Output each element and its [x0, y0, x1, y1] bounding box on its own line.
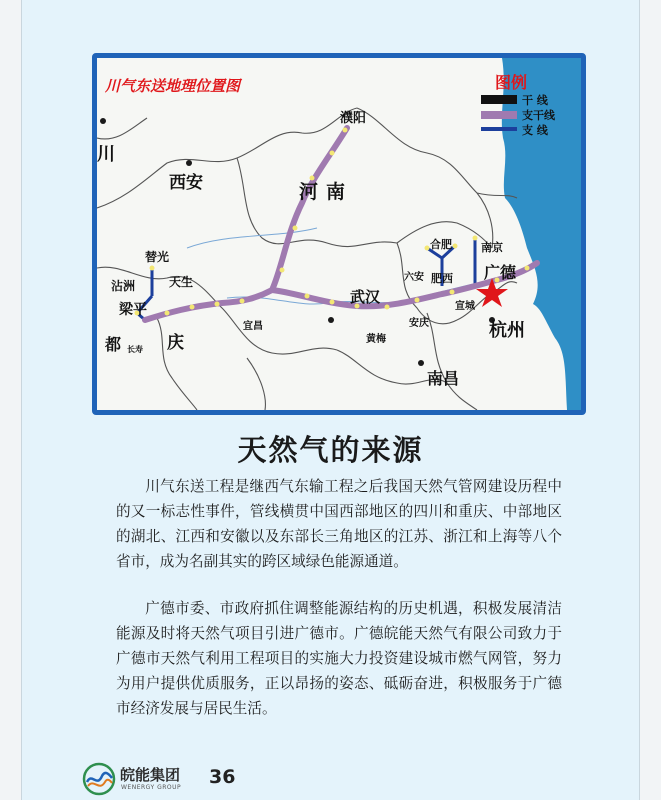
label-henan: 河南	[299, 181, 354, 203]
label-zhanzhou: 沾洲	[111, 279, 136, 293]
label-puyang: 濮阳	[340, 111, 367, 126]
legend-title: 图例	[495, 73, 528, 92]
brand-name-en: WENERGY GROUP	[121, 784, 182, 791]
label-wuhan: 武汉	[350, 288, 381, 306]
label-xian: 西安	[169, 173, 203, 193]
legend-swatch-main	[481, 95, 517, 104]
label-hefei: 合肥	[430, 238, 452, 251]
label-tiguang: 替光	[145, 250, 170, 264]
label-tiansheng: 天生	[169, 275, 194, 289]
label-hangzhou: 杭州	[489, 320, 525, 341]
label-guangde: 广德	[484, 263, 517, 282]
article-title: 天然气的来源	[237, 433, 424, 467]
article-paragraph-2: 广德市委、市政府抓住调整能源结构的历史机遇，积极发展清洁能源及时将天然气项目引进广德市。广德皖能天然气有限公司致力于广德市天然气利用工程项目的实施大力投资建设城市燃气网管，努力为用户提供优质服务，正以昂扬的姿态、砥砺奋进，积极服务于广德市经济发展与居民生活。	[116, 600, 562, 717]
place-labels	[97, 110, 525, 388]
legend-label-branch: 支 线	[522, 124, 548, 137]
label-qing: 庆	[167, 333, 184, 353]
map-title: 川气东送地理位置图	[105, 77, 241, 95]
pipeline-map	[92, 53, 586, 415]
wenergy-logo-icon	[82, 762, 116, 796]
label-du: 都	[105, 335, 122, 354]
legend-swatch-branch	[481, 127, 517, 131]
article-paragraph-1: 川气东送工程是继西气东输工程之后我国天然气管网建设历程中的又一标志性事件，管线横贯中国西部地区的四川和重庆、中部地区的湖北、江西和安徽以及东部长三角地区的江苏、浙江和上海等八个省市，成为名副其实的跨区域绿色能源通道。	[116, 478, 562, 570]
label-feixi: 肥西	[431, 272, 453, 285]
map-graphic	[97, 58, 581, 410]
page	[21, 0, 640, 800]
label-xuancheng: 宣城	[455, 301, 475, 312]
label-huangmei: 黄梅	[366, 334, 386, 345]
label-nanchang: 南昌	[427, 369, 460, 388]
label-liangping: 梁平	[119, 302, 147, 318]
label-anqing: 安庆	[409, 318, 429, 329]
page-number: 36	[209, 766, 236, 788]
label-changshou: 长寿	[127, 345, 143, 354]
legend-label-main: 干 线	[522, 94, 548, 107]
label-nanjing: 南京	[481, 241, 503, 254]
main-pipeline	[145, 128, 537, 320]
label-yichang: 宜昌	[243, 321, 263, 332]
label-sichuan: 川	[97, 144, 115, 165]
legend-swatch-subtrunk	[481, 111, 517, 119]
brand-name: 皖能集团	[120, 766, 181, 784]
label-liuan: 六安	[404, 272, 424, 283]
legend-label-subtrunk: 支干线	[522, 109, 555, 122]
